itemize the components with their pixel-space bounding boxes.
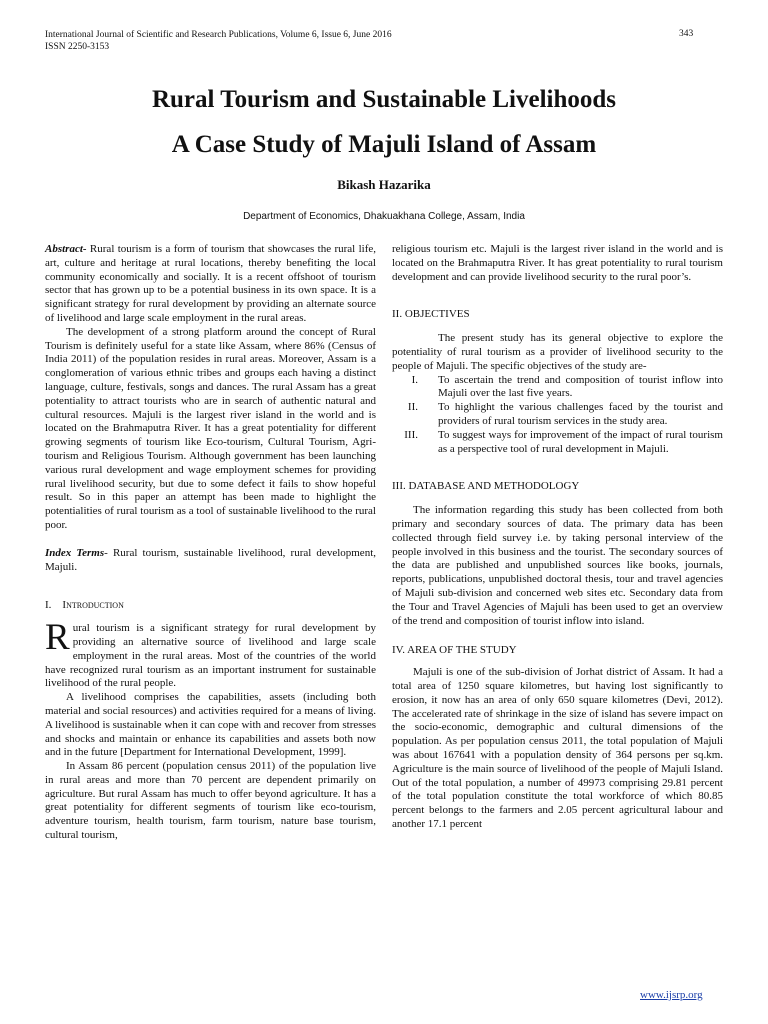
objective-text: To highlight the various challenges faced by the tourist and providers of rural tourism services in the study area. bbox=[438, 401, 723, 427]
objectives-heading: II. OBJECTIVES bbox=[392, 308, 470, 321]
objective-item bbox=[392, 401, 723, 429]
abstract-text: Rural tourism is a form of tourism that showcases the rural life, art, culture and heritage at rural locations, thereby benefiting the local community economically and socially. It is a recent offshoot of tourism sector that has grown up to be a potential business in its own space. It is a significant strategy for rural development by providing an alternate source of livelihood and large scale employment in the rural areas. bbox=[45, 243, 376, 324]
introduction-paragraph-2: A livelihood comprises the capabilities, assets (including both material and social resources) and activities required for a means of living. A livelihood is sustainable when it can cope with and recover from stresses and shocks and maintain or enhance its capabilities and assets both now and in the future [Department for International Development, 1999]. bbox=[45, 691, 376, 759]
author-name: Bikash Hazarika bbox=[337, 177, 431, 192]
objective-text: To ascertain the trend and composition of tourist inflow into Majuli over the last five years. bbox=[438, 373, 723, 400]
area-paragraph: Majuli is one of the sub-division of Jorhat district of Assam. It had a total area of 1250 square kilometres, but having lost significantly to erosion, it now has an area of only 650 square kilometres (Devi, 2012). The accelerated rate of shrinkage in the size of island has severe impact on the socio-economic, demographic and cultural dimensions of the population. As per population census 2011, the total population of Majuli was about 167641 with a population density of 364 persons per sq.km. Agriculture is the main source of livelihood of the people of Majuli Island. Out of the total population, a number of 49973 comprising 29.81 percent of the total population constitute the total workforce of which 80.85 percent belongs to the farmers and 2.05 percent agricultural labour and another 17.1 percent bbox=[392, 666, 723, 830]
page-number: 343 bbox=[679, 29, 694, 39]
objective-number: II. bbox=[407, 401, 418, 414]
abstract-paragraph-2: The development of a strong platform around the concept of Rural Tourism is definitely useful for a state like Assam, where 86% (Census of India 2011) of the population resides in rural areas. Moreover, Assam is a conglomeration of various ethnic tribes and groups each having a distinct language, culture, festivals, songs and dances. The rural Assam has a great potentiality to attract tourists who are in search of authentic natural and cultural resources. Majuli is the largest river island in the world and is located on the Brahmaputra River. It has a great potentiality for different growing segments of tourism like Eco-tourism, Cultural Tourism, Agri-tourism and Religious Tourism. Although government has been launching various rural development and wage employment schemes for providing rural livelihood security, but due to some defect it fails to show hopeful result. So in this paper an attempt has been made to highlight the potentialities of rural tourism as a tool of sustainable livelihood to the rural poor. bbox=[45, 325, 376, 531]
journal-header: International Journal of Scientific and Research Publications, Volume 6, Issue 6, June 2016 bbox=[45, 30, 392, 40]
objective-text: To suggest ways for improvement of the impact of rural tourism as a perspective tool of rural development in Majuli. bbox=[438, 428, 723, 455]
methodology-paragraph: The information regarding this study has been collected from both primary and secondary sources of data. The primary data has been collected through field survey i.e. by taking personal interview of the people involved in this business and the tourist. The secondary sources of the data are published and unpublished sources like books, journals, reports, publications, unpublished doctoral thesis, tour and travel agencies of Majuli sub-division and concerned web sites etc. Secondary data from the Tour and Travel Agencies of Majuli has been used to get an overview of the trend and composition of tourist inflow into island. bbox=[392, 504, 723, 627]
left-column bbox=[45, 243, 376, 843]
right-column bbox=[392, 243, 723, 832]
abstract bbox=[45, 243, 376, 326]
continuation-paragraph: religious tourism etc. Majuli is the largest river island in the world and is located on the Brahmaputra River. It has great potentiality to rural tourism development and can provide livelihood security to the rural poor’s. bbox=[392, 243, 723, 283]
index-terms-label: Index Terms bbox=[45, 546, 105, 559]
methodology-heading: III. DATABASE AND METHODOLOGY bbox=[392, 480, 580, 493]
introduction-heading-number: I. bbox=[45, 599, 52, 612]
introduction-heading bbox=[45, 599, 376, 613]
introduction-heading-text: Introduction bbox=[62, 599, 124, 612]
index-terms bbox=[45, 547, 376, 575]
introduction-paragraph-1 bbox=[45, 617, 376, 691]
index-terms-text: - Rural tourism, sustainable livelihood, rural development, Majuli. bbox=[45, 546, 376, 573]
introduction-paragraph-3: In Assam 86 percent (population census 2011) of the population live in rural areas and more than 70 percent are dependent primarily on agriculture. But rural Assam has much to offer beyond agriculture. It has a great potentiality for different segments of tourism like eco-tourism, adventure tourism, health tourism, farm tourism, nature base tourism, cultural tourism, bbox=[45, 760, 376, 842]
introduction-paragraph-1-text: ural tourism is a significant strategy for rural development by providing an alternative source of livelihood and large scale employment in the rural areas. Most of the countries of the world have recognized rural tourism as an important instrument for sustainable livelihood of the rural people. bbox=[45, 622, 376, 690]
abstract-label: Abstract- bbox=[45, 243, 87, 255]
objective-number: III. bbox=[404, 428, 418, 441]
issn: ISSN 2250-3153 bbox=[45, 42, 110, 52]
author-affiliation: Department of Economics, Dhakuakhana College, Assam, India bbox=[243, 211, 525, 222]
objective-item bbox=[392, 429, 723, 457]
paper-title-line-1: Rural Tourism and Sustainable Livelihoods bbox=[151, 86, 617, 113]
area-heading: IV. AREA OF THE STUDY bbox=[392, 644, 517, 657]
objective-number: I. bbox=[411, 373, 418, 386]
objectives-intro: The present study has its general objective to explore the potentiality of rural tourism as a provider of livelihood security to the people of Majuli. The specific objectives of the study are- bbox=[392, 332, 723, 372]
objectives-list bbox=[392, 374, 723, 457]
journal-website-link[interactable]: www.ijsrp.org bbox=[640, 989, 703, 1001]
paper-title-line-2: A Case Study of Majuli Island of Assam bbox=[171, 131, 597, 158]
drop-cap: R bbox=[45, 617, 70, 659]
objective-item bbox=[392, 374, 723, 402]
